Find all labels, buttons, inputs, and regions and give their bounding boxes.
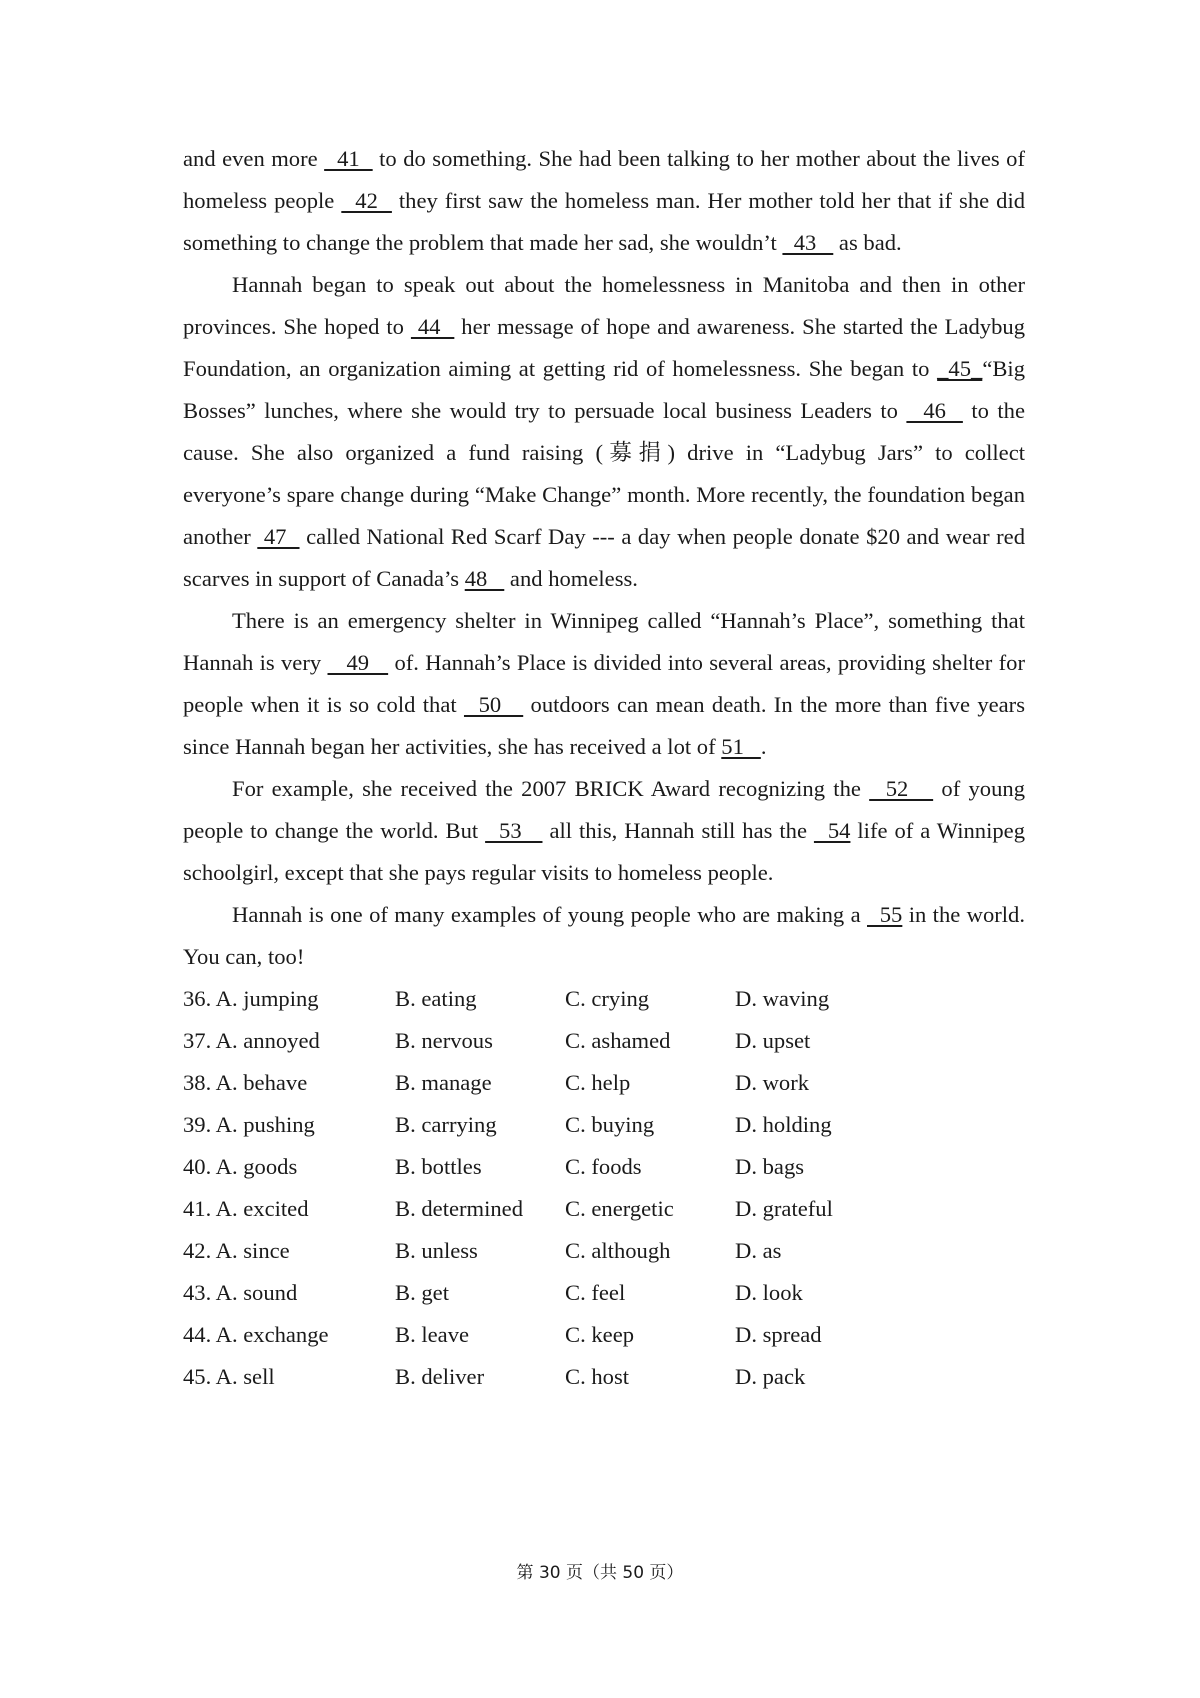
- text: life of a Winnipeg schoolgirl, except that she pays regular visits to homeless people.: [183, 818, 1025, 885]
- option-d: D. as: [735, 1238, 782, 1263]
- option-a: 38. A. behave: [183, 1070, 308, 1095]
- text: For example, she received the 2007 BRICK Award recognizing the: [232, 776, 870, 801]
- paragraph-4: [183, 768, 1025, 894]
- text: in the world. You can, too!: [183, 902, 1026, 969]
- text: and homeless.: [504, 566, 638, 591]
- option-d: D. waving: [735, 986, 830, 1011]
- blank-55: 55: [867, 902, 903, 927]
- option-row-38: [183, 1062, 1025, 1104]
- option-row-41: [183, 1188, 1025, 1230]
- option-d: D. grateful: [735, 1196, 833, 1221]
- option-d: D. bags: [735, 1154, 805, 1179]
- option-b: B. leave: [395, 1322, 470, 1347]
- text: outdoors can mean death. In the more than five years since Hannah began her activities, she has received a lot of: [183, 692, 1025, 759]
- option-a: 37. A. annoyed: [183, 1028, 320, 1053]
- option-a: 43. A. sound: [183, 1280, 298, 1305]
- option-a: 44. A. exchange: [183, 1322, 329, 1347]
- option-c: C. crying: [565, 986, 650, 1011]
- option-b: B. get: [395, 1280, 449, 1305]
- answer-options: [183, 978, 1025, 1398]
- blank-48: 48: [464, 566, 505, 591]
- paragraph-2: [183, 264, 1025, 600]
- blank-41: 41: [324, 146, 373, 171]
- option-d: D. spread: [735, 1322, 822, 1347]
- blank-47: 47: [257, 524, 300, 549]
- option-row-36: [183, 978, 1025, 1020]
- option-b: B. manage: [395, 1070, 492, 1095]
- text: of young people to change the world. But: [183, 776, 1025, 843]
- option-row-39: [183, 1104, 1025, 1146]
- option-row-42: [183, 1230, 1025, 1272]
- blank-51: 51: [721, 734, 761, 759]
- option-b: B. unless: [395, 1238, 478, 1263]
- option-b: B. deliver: [395, 1364, 485, 1389]
- paragraph-1: [183, 138, 1025, 264]
- option-row-43: [183, 1272, 1025, 1314]
- option-row-37: [183, 1020, 1025, 1062]
- text: to the cause. She also organized a fund raising (募捐) drive in “Ladybug Jars” to collect everyone’s spare change during “Make Change” month. More recently, the foundation began another: [183, 398, 1025, 549]
- option-c: C. foods: [565, 1154, 642, 1179]
- option-a: 42. A. since: [183, 1238, 290, 1263]
- option-a: 41. A. excited: [183, 1196, 309, 1221]
- blank-50: 50: [463, 692, 524, 717]
- paragraph-3: [183, 600, 1025, 768]
- text: There is an emergency shelter in Winnipeg called “Hannah’s Place”, something that Hannah is very: [183, 608, 1025, 675]
- blank-43: 43: [782, 230, 834, 255]
- option-d: D. holding: [735, 1112, 832, 1137]
- text: they first saw the homeless man. Her mother told her that if she did something to change the problem that made her sad, she wouldn’t: [183, 188, 1026, 255]
- option-row-40: [183, 1146, 1025, 1188]
- option-d: D. pack: [735, 1364, 806, 1389]
- blank-44: 44: [410, 314, 455, 339]
- option-row-44: [183, 1314, 1025, 1356]
- option-d: D. look: [735, 1280, 803, 1305]
- text: .: [760, 734, 767, 759]
- text: of. Hannah’s Place is divided into several areas, providing shelter for people when it is so cold that: [183, 650, 1026, 717]
- text: “Big Bosses” lunches, where she would try to persuade local business Leaders to: [183, 356, 1025, 423]
- text: her message of hope and awareness. She started the Ladybug Foundation, an organization aiming at getting rid of homelessness. She began to: [183, 314, 1025, 381]
- option-c: C. feel: [565, 1280, 626, 1305]
- option-a: 36. A. jumping: [183, 986, 319, 1011]
- document-page: [183, 138, 1025, 1398]
- option-c: C. energetic: [565, 1196, 674, 1221]
- option-b: B. eating: [395, 986, 477, 1011]
- blank-42: 42: [341, 188, 392, 213]
- blank-52: 52: [869, 776, 934, 801]
- page-number-footer: 第 30 页（共 50 页）: [516, 1563, 684, 1583]
- option-c: C. although: [565, 1238, 671, 1263]
- text: to do something. She had been talking to her mother about the lives of homeless people: [183, 146, 1025, 213]
- blank-49: 49: [327, 650, 389, 675]
- option-d: D. upset: [735, 1028, 811, 1053]
- option-row-45: [183, 1356, 1025, 1398]
- text: Hannah began to speak out about the homelessness in Manitoba and then in other provinces. She hoped to: [183, 272, 1025, 339]
- blank-54: 54: [813, 818, 851, 843]
- text: all this, Hannah still has the: [542, 818, 814, 843]
- option-b: B. nervous: [395, 1028, 493, 1053]
- option-a: 39. A. pushing: [183, 1112, 315, 1137]
- option-c: C. keep: [565, 1322, 635, 1347]
- option-a: 40. A. goods: [183, 1154, 298, 1179]
- option-a: 45. A. sell: [183, 1364, 275, 1389]
- blank-53: 53: [485, 818, 543, 843]
- option-c: C. host: [565, 1364, 630, 1389]
- option-d: D. work: [735, 1070, 810, 1095]
- option-c: C. ashamed: [565, 1028, 671, 1053]
- option-b: B. carrying: [395, 1112, 497, 1137]
- paragraph-5: [183, 894, 1025, 978]
- option-c: C. buying: [565, 1112, 655, 1137]
- text: called National Red Scarf Day --- a day when people donate $20 and wear red scarves in support of Canada’s: [183, 524, 1025, 591]
- option-b: B. bottles: [395, 1154, 482, 1179]
- option-b: B. determined: [395, 1196, 523, 1221]
- text: Hannah is one of many examples of young people who are making a: [232, 902, 867, 927]
- blank-46: 46: [906, 398, 963, 423]
- option-c: C. help: [565, 1070, 631, 1095]
- text: as bad.: [833, 230, 902, 255]
- blank-45: _45_: [937, 356, 983, 381]
- text: and even more: [183, 146, 325, 171]
